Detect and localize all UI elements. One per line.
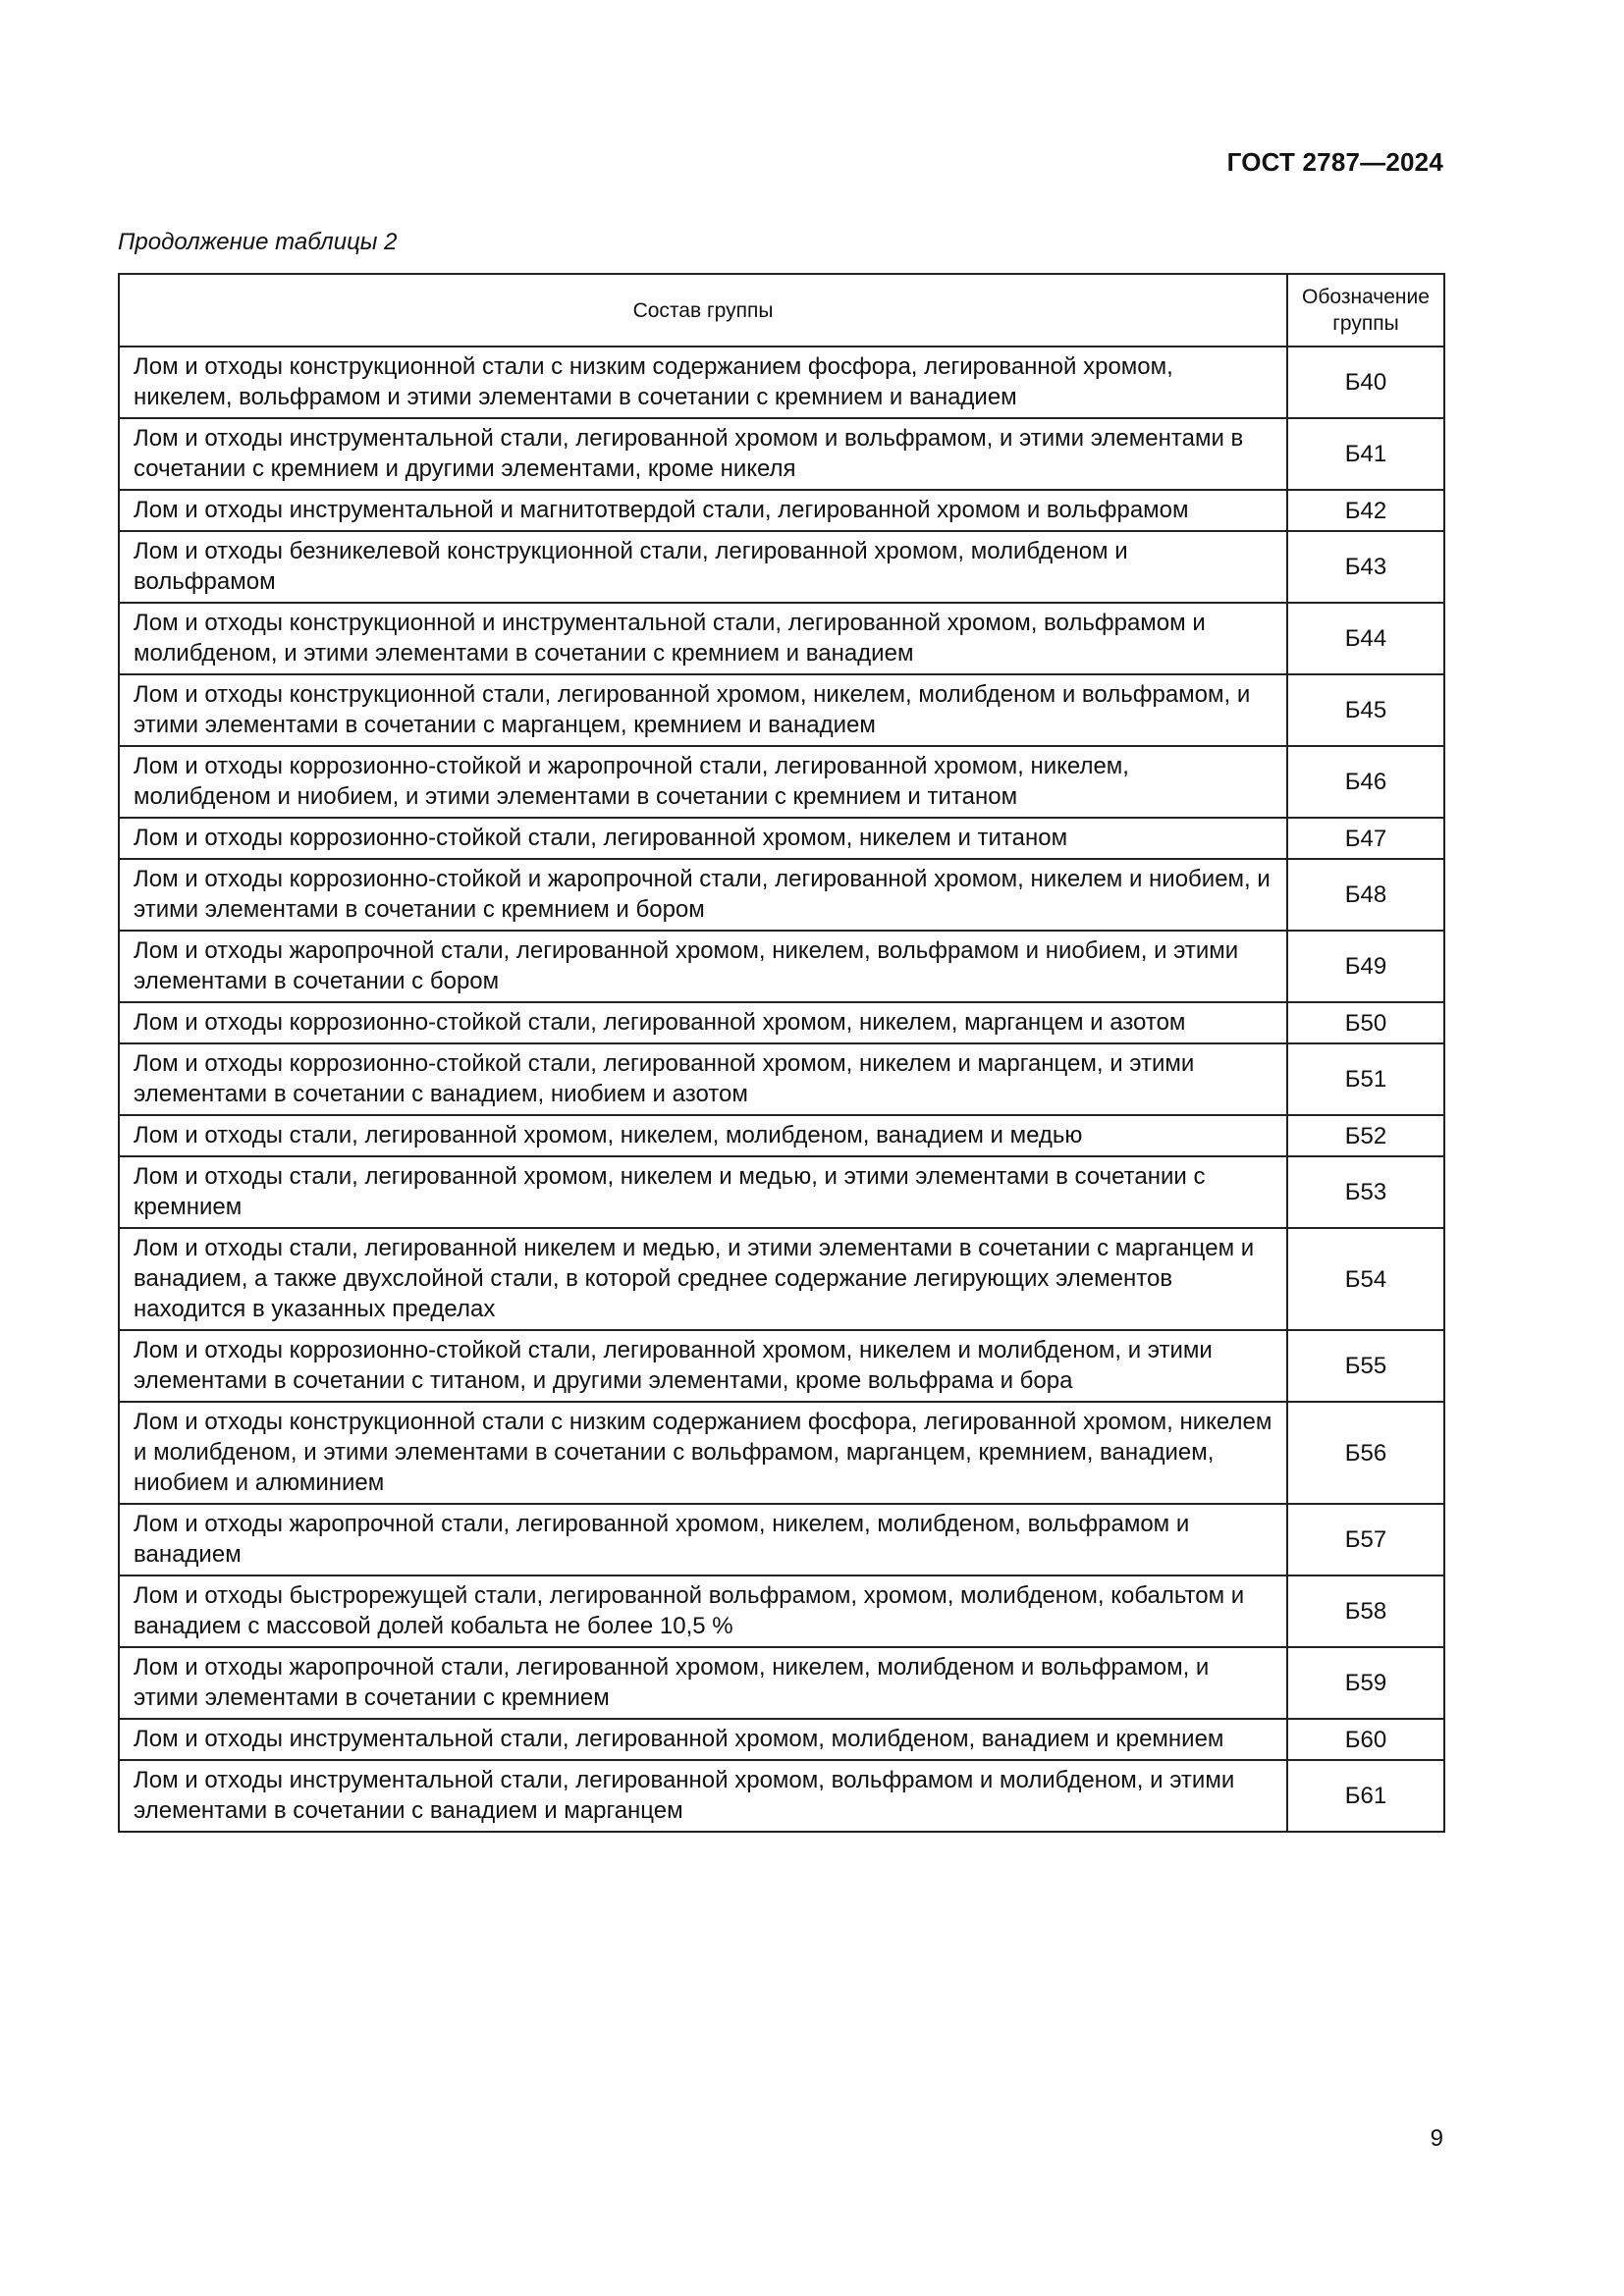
group-description-cell: Лом и отходы стали, легированной хромом, никелем и медью, и этими элементами в сочетании с кремнием: [119, 1156, 1287, 1228]
table-row: [119, 859, 1444, 931]
group-code-cell: Б44: [1287, 603, 1444, 674]
group-description-cell: Лом и отходы стали, легированной хромом, никелем, молибденом, ванадием и медью: [119, 1115, 1287, 1156]
group-code-cell: Б48: [1287, 859, 1444, 931]
table-row: [119, 490, 1444, 531]
table-row: [119, 1156, 1444, 1228]
table-row: [119, 1575, 1444, 1647]
group-code-cell: Б58: [1287, 1575, 1444, 1647]
group-code-cell: Б41: [1287, 418, 1444, 490]
group-code-cell: Б54: [1287, 1228, 1444, 1330]
table-header-row: [119, 274, 1444, 347]
group-description-cell: Лом и отходы конструкционной стали с низким содержанием фосфора, легированной хромом, никелем, вольфрамом и этими элементами в сочетании с кремнием и ванадием: [119, 347, 1287, 418]
group-description-cell: Лом и отходы конструкционной стали, легированной хромом, никелем, молибденом и вольфрамом, и этими элементами в сочетании с марганцем, кремнием и ванадием: [119, 674, 1287, 746]
group-code-cell: Б61: [1287, 1760, 1444, 1832]
table-caption: Продолжение таблицы 2: [118, 229, 398, 255]
group-description-cell: Лом и отходы жаропрочной стали, легированной хромом, никелем, вольфрамом и ниобием, и этими элементами в сочетании с бором: [119, 931, 1287, 1002]
table-row: [119, 1504, 1444, 1575]
group-description-cell: Лом и отходы коррозионно-стойкой стали, легированной хромом, никелем, марганцем и азотом: [119, 1002, 1287, 1043]
group-code-cell: Б57: [1287, 1504, 1444, 1575]
group-code-cell: Б45: [1287, 674, 1444, 746]
column-header-code: Обозначение группы: [1287, 274, 1444, 347]
group-description-cell: Лом и отходы инструментальной стали, легированной хромом, вольфрамом и молибденом, и этими элементами в сочетании с ванадием и марганцем: [119, 1760, 1287, 1832]
group-description-cell: Лом и отходы инструментальной и магнитотвердой стали, легированной хромом и вольфрамом: [119, 490, 1287, 531]
table-row: [119, 1002, 1444, 1043]
group-code-cell: Б55: [1287, 1330, 1444, 1402]
group-description-cell: Лом и отходы коррозионно-стойкой стали, легированной хромом, никелем и марганцем, и этими элементами в сочетании с ванадием, ниобием и азотом: [119, 1043, 1287, 1115]
group-code-cell: Б53: [1287, 1156, 1444, 1228]
group-description-cell: Лом и отходы жаропрочной стали, легированной хромом, никелем, молибденом и вольфрамом, и этими элементами в сочетании с кремнием: [119, 1647, 1287, 1719]
steel-scrap-groups-table: [118, 273, 1445, 1833]
table-row: [119, 1760, 1444, 1832]
group-code-cell: Б51: [1287, 1043, 1444, 1115]
group-description-cell: Лом и отходы стали, легированной никелем и медью, и этими элементами в сочетании с марганцем и ванадием, а также двухслойной стали, в которой среднее содержание легирующих элементов находится в указанных пределах: [119, 1228, 1287, 1330]
group-description-cell: Лом и отходы коррозионно-стойкой стали, легированной хромом, никелем и молибденом, и этими элементами в сочетании с титаном, и другими элементами, кроме вольфрама и бора: [119, 1330, 1287, 1402]
group-description-cell: Лом и отходы конструкционной стали с низким содержанием фосфора, легированной хромом, никелем и молибденом, и этими элементами в сочетании с вольфрамом, марганцем, кремнием, ванадием, ниобием и алюминием: [119, 1402, 1287, 1504]
group-code-cell: Б43: [1287, 531, 1444, 603]
group-code-cell: Б50: [1287, 1002, 1444, 1043]
group-code-cell: Б56: [1287, 1402, 1444, 1504]
document-standard-number: ГОСТ 2787—2024: [1226, 147, 1443, 177]
table-row: [119, 347, 1444, 418]
table-row: [119, 1647, 1444, 1719]
group-description-cell: Лом и отходы инструментальной стали, легированной хромом, молибденом, ванадием и кремнием: [119, 1719, 1287, 1760]
table-row: [119, 1228, 1444, 1330]
group-code-cell: Б42: [1287, 490, 1444, 531]
table-row: [119, 674, 1444, 746]
group-description-cell: Лом и отходы коррозионно-стойкой стали, легированной хромом, никелем и титаном: [119, 818, 1287, 859]
page-number: 9: [1430, 2125, 1443, 2152]
group-code-cell: Б47: [1287, 818, 1444, 859]
table-row: [119, 418, 1444, 490]
table-body: [119, 347, 1444, 1832]
column-header-description: Состав группы: [119, 274, 1287, 347]
table-row: [119, 1043, 1444, 1115]
table-row: [119, 1402, 1444, 1504]
group-description-cell: Лом и отходы быстрорежущей стали, легированной вольфрамом, хромом, молибденом, кобальтом и ванадием с массовой долей кобальта не более 10,5 %: [119, 1575, 1287, 1647]
table-row: [119, 1115, 1444, 1156]
table-row: [119, 818, 1444, 859]
group-code-cell: Б49: [1287, 931, 1444, 1002]
table-row: [119, 1719, 1444, 1760]
group-code-cell: Б59: [1287, 1647, 1444, 1719]
table-row: [119, 931, 1444, 1002]
group-code-cell: Б46: [1287, 746, 1444, 818]
group-description-cell: Лом и отходы безникелевой конструкционной стали, легированной хромом, молибденом и вольфрамом: [119, 531, 1287, 603]
group-code-cell: Б52: [1287, 1115, 1444, 1156]
table-row: [119, 1330, 1444, 1402]
group-code-cell: Б60: [1287, 1719, 1444, 1760]
table-row: [119, 746, 1444, 818]
group-code-cell: Б40: [1287, 347, 1444, 418]
table-row: [119, 531, 1444, 603]
group-description-cell: Лом и отходы жаропрочной стали, легированной хромом, никелем, молибденом, вольфрамом и ванадием: [119, 1504, 1287, 1575]
group-description-cell: Лом и отходы коррозионно-стойкой и жаропрочной стали, легированной хромом, никелем, молибденом и ниобием, и этими элементами в сочетании с кремнием и титаном: [119, 746, 1287, 818]
group-description-cell: Лом и отходы коррозионно-стойкой и жаропрочной стали, легированной хромом, никелем и ниобием, и этими элементами в сочетании с кремнием и бором: [119, 859, 1287, 931]
group-description-cell: Лом и отходы конструкционной и инструментальной стали, легированной хромом, вольфрамом и молибденом, и этими элементами в сочетании с кремнием и ванадием: [119, 603, 1287, 674]
group-description-cell: Лом и отходы инструментальной стали, легированной хромом и вольфрамом, и этими элементами в сочетании с кремнием и другими элементами, кроме никеля: [119, 418, 1287, 490]
table-row: [119, 603, 1444, 674]
